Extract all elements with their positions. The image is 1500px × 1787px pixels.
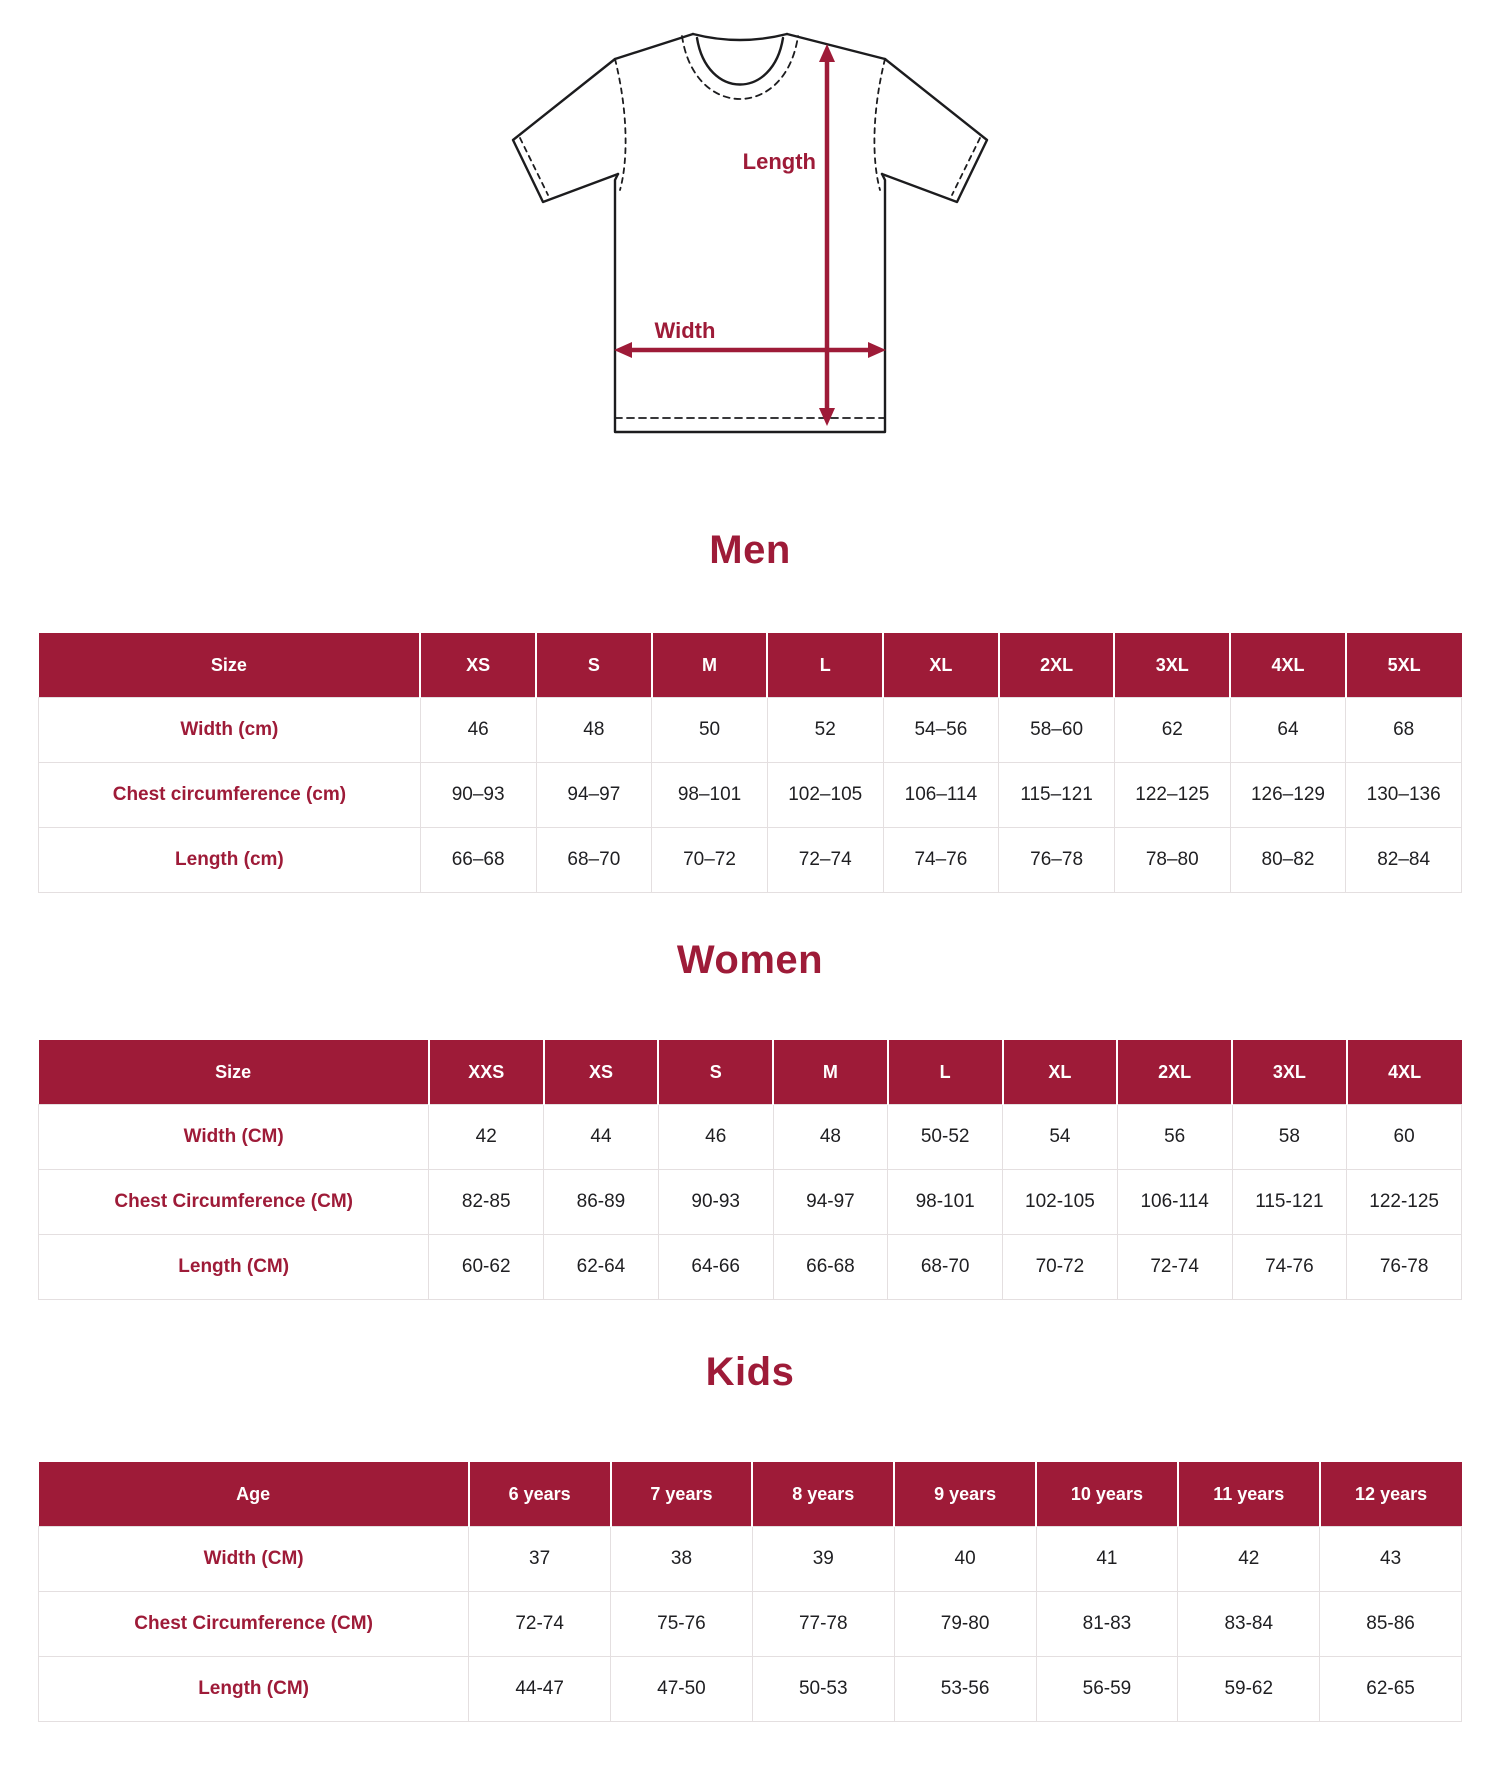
column-header: XXS <box>429 1040 544 1105</box>
size-value: 72-74 <box>469 1592 611 1657</box>
row-label: Chest Circumference (CM) <box>39 1170 429 1235</box>
column-header: M <box>773 1040 888 1105</box>
column-header: L <box>888 1040 1003 1105</box>
size-value: 54 <box>1003 1105 1118 1170</box>
size-value: 81-83 <box>1036 1592 1178 1657</box>
size-value: 62 <box>1114 698 1230 763</box>
size-value: 126–129 <box>1230 763 1346 828</box>
size-value: 46 <box>658 1105 773 1170</box>
column-header: 2XL <box>1117 1040 1232 1105</box>
size-value: 54–56 <box>883 698 999 763</box>
size-value: 62-65 <box>1320 1657 1462 1722</box>
size-value: 98–101 <box>652 763 768 828</box>
size-value: 102–105 <box>767 763 883 828</box>
row-label: Width (CM) <box>39 1527 469 1592</box>
column-header: XL <box>883 633 999 698</box>
column-header: XS <box>544 1040 659 1105</box>
column-header: XL <box>1003 1040 1118 1105</box>
size-value: 74–76 <box>883 828 999 893</box>
size-value: 37 <box>469 1527 611 1592</box>
table-row <box>39 1170 1462 1235</box>
row-label: Length (CM) <box>39 1657 469 1722</box>
left-armhole-stitch <box>615 59 626 190</box>
row-label: Length (cm) <box>39 828 421 893</box>
tshirt-outline <box>513 34 987 432</box>
table-row <box>39 698 1462 763</box>
size-value: 47-50 <box>611 1657 753 1722</box>
width-label: Width <box>654 318 716 343</box>
row-label: Chest Circumference (CM) <box>39 1592 469 1657</box>
column-header: L <box>767 633 883 698</box>
table-header-row <box>39 1040 1462 1105</box>
size-value: 90-93 <box>658 1170 773 1235</box>
left-sleeve-stitch <box>520 138 548 195</box>
width-arrow <box>614 342 886 358</box>
size-value: 94-97 <box>773 1170 888 1235</box>
size-value: 122–125 <box>1114 763 1230 828</box>
kids-size-table <box>38 1462 1462 1722</box>
size-value: 58 <box>1232 1105 1347 1170</box>
size-value: 122-125 <box>1347 1170 1462 1235</box>
size-value: 41 <box>1036 1527 1178 1592</box>
column-header: 7 years <box>611 1462 753 1527</box>
size-value: 46 <box>420 698 536 763</box>
size-value: 38 <box>611 1527 753 1592</box>
men-size-table <box>38 633 1462 893</box>
column-header: 8 years <box>752 1462 894 1527</box>
size-value: 44-47 <box>469 1657 611 1722</box>
size-value: 102-105 <box>1003 1170 1118 1235</box>
size-value: 62-64 <box>544 1235 659 1300</box>
size-value: 60-62 <box>429 1235 544 1300</box>
column-header: 5XL <box>1346 633 1462 698</box>
row-label: Width (cm) <box>39 698 421 763</box>
column-header: 6 years <box>469 1462 611 1527</box>
size-value: 76-78 <box>1347 1235 1462 1300</box>
column-header: 10 years <box>1036 1462 1178 1527</box>
size-value: 79-80 <box>894 1592 1036 1657</box>
size-value: 76–78 <box>999 828 1115 893</box>
column-header: 11 years <box>1178 1462 1320 1527</box>
women-heading: Women <box>676 938 824 982</box>
size-value: 72-74 <box>1117 1235 1232 1300</box>
size-value: 48 <box>536 698 652 763</box>
size-value: 59-62 <box>1178 1657 1320 1722</box>
table-row <box>39 1235 1462 1300</box>
size-value: 80–82 <box>1230 828 1346 893</box>
table-row <box>39 763 1462 828</box>
row-label: Width (CM) <box>39 1105 429 1170</box>
column-header: 3XL <box>1114 633 1230 698</box>
size-value: 85-86 <box>1320 1592 1462 1657</box>
column-header: 12 years <box>1320 1462 1462 1527</box>
size-value: 39 <box>752 1527 894 1592</box>
size-value: 44 <box>544 1105 659 1170</box>
table-row <box>39 1592 1462 1657</box>
table-row <box>39 1105 1462 1170</box>
size-value: 70–72 <box>652 828 768 893</box>
size-value: 66-68 <box>773 1235 888 1300</box>
tshirt-diagram <box>510 22 990 452</box>
size-value: 40 <box>894 1527 1036 1592</box>
table-row <box>39 1657 1462 1722</box>
size-value: 60 <box>1347 1105 1462 1170</box>
size-value: 42 <box>429 1105 544 1170</box>
size-value: 58–60 <box>999 698 1115 763</box>
table-header-row <box>39 633 1462 698</box>
column-header: M <box>652 633 768 698</box>
size-value: 50 <box>652 698 768 763</box>
size-value: 86-89 <box>544 1170 659 1235</box>
size-value: 64-66 <box>658 1235 773 1300</box>
size-value: 83-84 <box>1178 1592 1320 1657</box>
size-value: 50-53 <box>752 1657 894 1722</box>
row-label: Chest circumference (cm) <box>39 763 421 828</box>
length-arrow <box>819 44 835 426</box>
size-value: 115–121 <box>999 763 1115 828</box>
size-value: 56 <box>1117 1105 1232 1170</box>
column-header: Age <box>39 1462 469 1527</box>
size-value: 53-56 <box>894 1657 1036 1722</box>
size-value: 77-78 <box>752 1592 894 1657</box>
size-value: 74-76 <box>1232 1235 1347 1300</box>
size-guide-page <box>38 22 1462 1722</box>
column-header: XS <box>420 633 536 698</box>
column-header: 4XL <box>1230 633 1346 698</box>
size-value: 64 <box>1230 698 1346 763</box>
size-value: 72–74 <box>767 828 883 893</box>
column-header: 9 years <box>894 1462 1036 1527</box>
column-header: 3XL <box>1232 1040 1347 1105</box>
column-header: Size <box>39 1040 429 1105</box>
size-value: 106-114 <box>1117 1170 1232 1235</box>
size-value: 82–84 <box>1346 828 1462 893</box>
table-row <box>39 1527 1462 1592</box>
column-header: S <box>536 633 652 698</box>
men-heading: Men <box>709 528 791 572</box>
size-value: 90–93 <box>420 763 536 828</box>
size-value: 50-52 <box>888 1105 1003 1170</box>
size-value: 68–70 <box>536 828 652 893</box>
size-value: 70-72 <box>1003 1235 1118 1300</box>
size-value: 115-121 <box>1232 1170 1347 1235</box>
size-value: 56-59 <box>1036 1657 1178 1722</box>
women-size-table <box>38 1040 1462 1300</box>
size-value: 98-101 <box>888 1170 1003 1235</box>
size-value: 75-76 <box>611 1592 753 1657</box>
size-value: 52 <box>767 698 883 763</box>
size-value: 94–97 <box>536 763 652 828</box>
length-label: Length <box>742 149 816 174</box>
size-value: 78–80 <box>1114 828 1230 893</box>
column-header: Size <box>39 633 421 698</box>
size-value: 42 <box>1178 1527 1320 1592</box>
size-value: 43 <box>1320 1527 1462 1592</box>
size-value: 48 <box>773 1105 888 1170</box>
kids-heading: Kids <box>705 1350 795 1394</box>
row-label: Length (CM) <box>39 1235 429 1300</box>
size-value: 82-85 <box>429 1170 544 1235</box>
column-header: 2XL <box>999 633 1115 698</box>
column-header: S <box>658 1040 773 1105</box>
size-value: 68 <box>1346 698 1462 763</box>
column-header: 4XL <box>1347 1040 1462 1105</box>
table-row <box>39 828 1462 893</box>
size-value: 106–114 <box>883 763 999 828</box>
table-header-row <box>39 1462 1462 1527</box>
size-value: 66–68 <box>420 828 536 893</box>
size-value: 68-70 <box>888 1235 1003 1300</box>
right-armhole-stitch <box>874 59 885 190</box>
right-sleeve-stitch <box>952 138 980 195</box>
size-value: 130–136 <box>1346 763 1462 828</box>
